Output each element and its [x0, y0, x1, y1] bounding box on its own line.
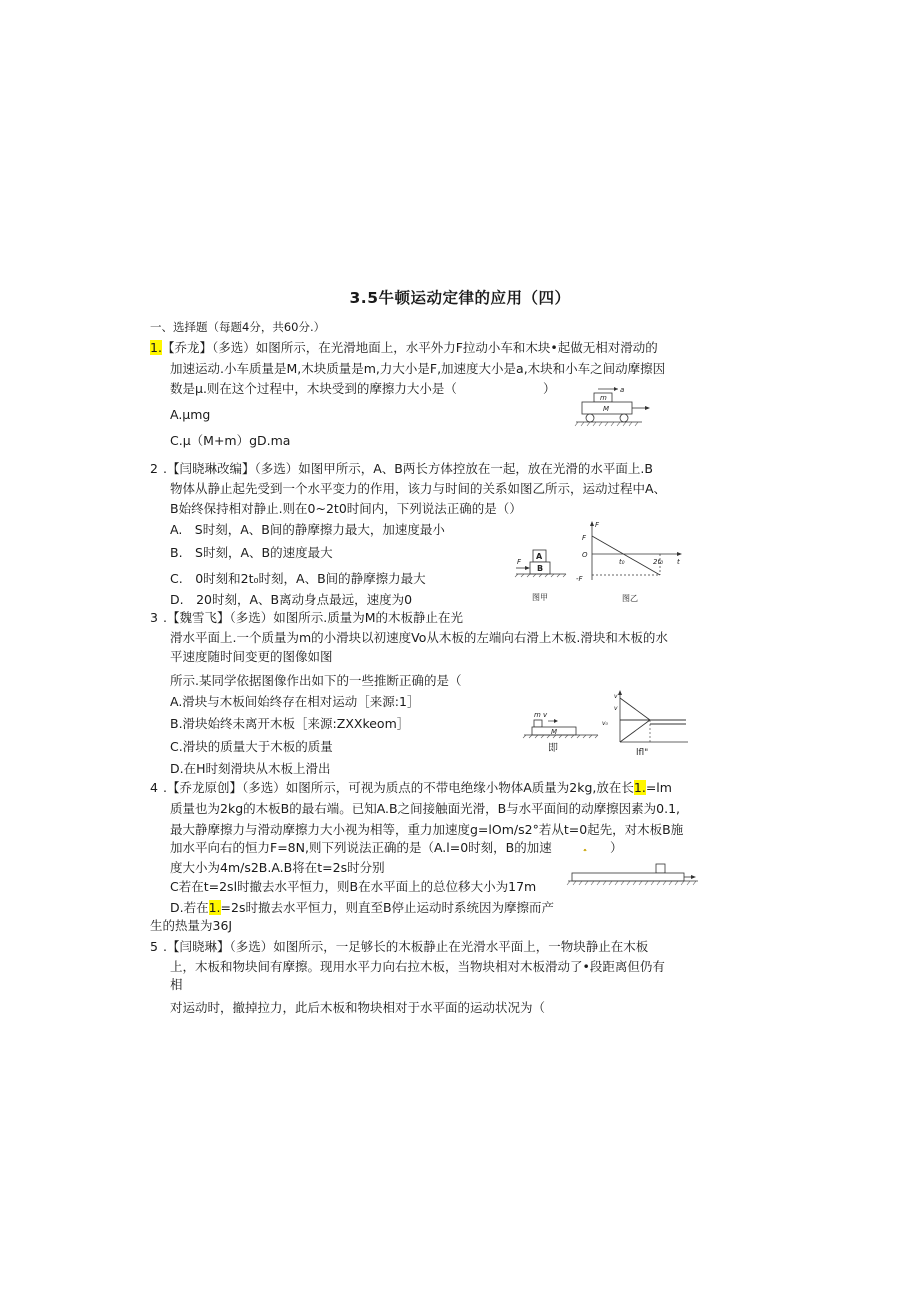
- q5-line-4: 对运动时，撤掉拉力，此后木板和物块相对于水平面的运动状况为（: [170, 1000, 546, 1015]
- tick-F: F: [582, 534, 587, 542]
- q4-line-5: 度大小为4m∕s2B.A.B将在t=2s时分别: [170, 860, 385, 875]
- tick-O: O: [582, 551, 588, 559]
- caption-2: lfl": [636, 748, 649, 758]
- q2-number: 2: [150, 461, 158, 476]
- q5-line-3: 相: [170, 977, 183, 992]
- q1-option-a: A.μmg: [170, 407, 211, 422]
- slider-line: [620, 698, 650, 720]
- q3-option-d: D.在H时刻滑块从木板上滑出: [170, 761, 331, 776]
- q1-option-c: C.μ（M+m）gD.ma: [170, 433, 291, 448]
- q3-number: 3: [150, 610, 158, 625]
- q2-option-a: A. S时刻，A、B间的静摩擦力最大，加速度最小: [170, 522, 445, 537]
- label-F: F: [517, 558, 522, 566]
- q4-line-3: 最大静摩擦力与滑动摩擦力大小视为相等，重力加速度g=lOm∕s2°若从t=0起先，对木板B施: [170, 822, 684, 837]
- page-title: 3.5牛顿运动定律的应用（四）: [349, 289, 571, 307]
- caption-1: 即: [548, 743, 558, 754]
- q4-option-d: D.若在1.=2s时撤去水平恒力，则直至B停止运动时系统因为摩擦而产: [170, 900, 555, 915]
- board-line: [620, 720, 650, 742]
- block-A: [656, 864, 665, 873]
- tick-v0: v₀: [602, 720, 608, 727]
- wheel-left: [586, 414, 594, 422]
- q5-number: 5: [150, 939, 158, 954]
- q4-paren-close: ）: [610, 840, 623, 855]
- q2-figure-jia: [512, 545, 572, 605]
- q4-highlight-1: 1.: [633, 780, 646, 795]
- tick-t0: t₀: [619, 558, 625, 566]
- q4-number: 4: [150, 780, 158, 795]
- q2-figure-yi: [576, 518, 686, 606]
- q2-option-b: B. S时刻，A、B的速度最大: [170, 545, 333, 560]
- label-M: M: [603, 405, 610, 413]
- tick-negF: -F: [576, 575, 583, 583]
- q4-highlight-2: 1.: [208, 900, 221, 915]
- q2-line-2: 物体从静止起先受到一个水平变力的作用，该力与时间的关系如图乙所示，运动过程中A、: [170, 481, 667, 496]
- q2-line-1: .【闫晓琳改编】（多选）如图甲所示，A、B两长方体控放在一起，放在光滑的水平面上.B: [163, 461, 653, 476]
- mark: [584, 850, 586, 852]
- q1-figure: [574, 383, 654, 433]
- q1-line-3: 数是μ.则在这个过程中，木块受到的摩擦力大小是（: [170, 381, 457, 396]
- tick-2t0: 2t₀: [653, 558, 664, 566]
- label-B: B: [537, 564, 544, 573]
- svg-text:v: v: [614, 705, 618, 712]
- q3-figure-board: [522, 705, 600, 755]
- label-mv: m v: [534, 711, 548, 719]
- q3-line-4: 所示.某同学依据图像作出如下的一些推断正确的是（: [170, 673, 462, 688]
- q3-option-c: C.滑块的质量大于木板的质量: [170, 739, 333, 754]
- q3-option-b: B.滑块始终未离开木板［来源:ZXXkeom］: [170, 716, 410, 731]
- q3-option-a: A.滑块与木板间始终存在相对运动［来源:1］: [170, 694, 420, 709]
- caption-jia: 图甲: [532, 593, 548, 602]
- q2-option-c: C. 0时刻和2t₀时刻，A、B间的静摩擦力最大: [170, 571, 426, 586]
- caption-yi: 图乙: [622, 594, 638, 603]
- q5-line-1: .【闫晓琳】（多选）如图所示，一足够长的木板静止在光滑水平面上，一物块静止在木板: [163, 939, 649, 954]
- force-line: [592, 536, 660, 575]
- svg-text:v: v: [614, 693, 618, 700]
- q1-paren-close: ）: [543, 381, 556, 396]
- q5-line-2: 上，木板和物块间有摩擦。现用水平力向右拉木板，当物块相对木板滑动了•段距离但仍有: [170, 959, 665, 974]
- q3-line-3: 平速度随时间变更的图像如图: [170, 649, 333, 664]
- board-B: [572, 873, 684, 881]
- q3-figure-vt: [600, 688, 690, 758]
- q4-line-2: 质量也为2kg的木板B的最右端。已知A.B之间接触面光滑，B与水平面间的动摩擦因素为0.1,: [170, 801, 681, 816]
- label-A: A: [536, 552, 543, 561]
- q2-line-3: B始终保持相对静止.则在0~2t0时间内，下列说法正确的是（）: [170, 501, 522, 516]
- axis-label-t: t: [677, 558, 680, 566]
- axis-label-F: F: [595, 521, 600, 529]
- label-a: a: [620, 386, 625, 394]
- q4-line-4: 加水平向右的恒力F=8N,则下列说法正确的是（A.l=0时刻，B的加速: [170, 840, 552, 855]
- q1-line-2: 加速运动.小车质量是M,木块质量是m,力大小是F,加速度大小是a,木块和小车之间动摩擦因: [170, 361, 666, 376]
- wheel-right: [620, 414, 628, 422]
- label-M: M: [551, 728, 558, 736]
- slider-m: [534, 720, 542, 727]
- q3-line-1: .【魏雪飞】（多选）如图所示.质量为M的木板静止在光: [163, 610, 463, 625]
- q3-line-2: 滑水平面上.一个质量为m的小滑块以初速度Vo从木板的左端向右滑上木板.滑块和木板的水: [170, 630, 668, 645]
- q2-option-d: D. 20时刻，A、B离动身点最远，速度为0: [170, 592, 413, 607]
- label-m: m: [600, 394, 607, 402]
- section-heading: 一、选择题（每题4分，共60分.）: [150, 320, 326, 334]
- q4-option-d-cont: 生的热量为36J: [150, 918, 233, 933]
- q4-figure: [566, 842, 702, 898]
- q1-number: 1.: [150, 340, 162, 355]
- q4-option-c: C若在t=2sl时撤去水平恒力，则B在水平面上的总位移大小为17m: [170, 879, 537, 894]
- q4-line-1: .【乔龙原创】（多选）如图所示，可视为质点的不带电绝缘小物体A质量为2kg,放在长1.=lm: [163, 780, 672, 795]
- q1-line-1: 1.【乔龙】（多选）如图所示，在光滑地面上，水平外力F拉动小车和木块•起做无相对滑动的: [150, 340, 658, 355]
